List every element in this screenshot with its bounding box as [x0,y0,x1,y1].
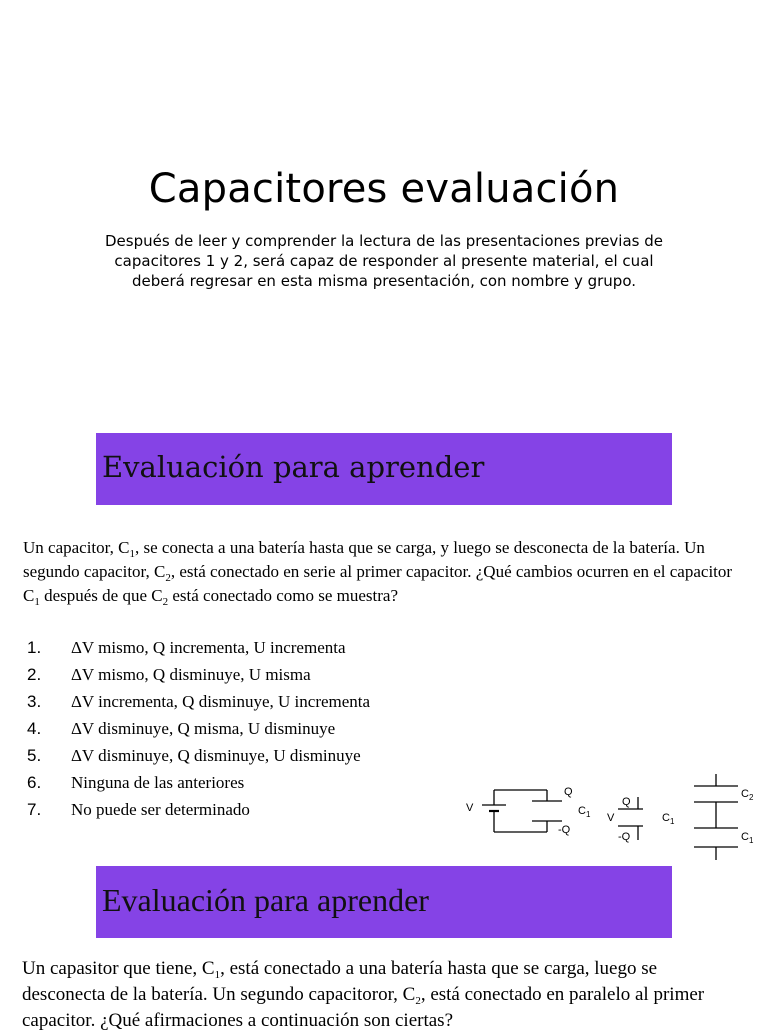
voltage-label-1: V [466,802,474,814]
option-2: 2. ΔV mismo, Q disminuye, U misma [27,664,311,684]
option-3: 3. ΔV incrementa, Q disminuye, U incrementa [27,691,371,711]
voltage-label-2: V [607,812,615,824]
answer-options [27,634,370,823]
capacitor-label-c2: $C_2$ [741,788,754,802]
section-banner-1 [96,433,672,505]
banner-title-1: Evaluación para aprender [102,450,485,484]
charge-label-2: Q [622,796,631,808]
battery-capacitor-circuit [482,790,562,832]
option-5: 5. ΔV disminuye, Q disminuye, U disminuye [27,745,361,765]
option-7: 7. No puede ser determinado [27,799,250,819]
neg-charge-label-1: -Q [558,824,571,836]
charge-label-1: Q [564,786,573,798]
circuit-diagram [460,770,760,865]
page-title: Capacitores evaluación [148,166,620,212]
banner-title-2: Evaluación para aprender [102,882,429,918]
option-4: 4. ΔV disminuye, Q misma, U disminuye [27,718,336,738]
option-6: 6. Ninguna de las anteriores [27,772,245,792]
section-banner-2 [96,866,672,938]
question-1: Un capacitor, $C_1$, se conecta a una batería hasta que se carga, y luego se desconecta de la batería. Un segundo capacitor, $C_2$, está conectado en serie al primer capacitor. ¿Qué cambios ocurren en el capacitor $C_1$ después de que $C_2$ está conectado como se muestra? [23,538,733,608]
capacitor-label-c1: $C_1$ [741,831,754,845]
intro-text: Después de leer y comprender la lectura de las presentaciones previas de capacitores 1 y 2, será capaz de responder al presente material, el cual deberá regresar en esta misma presentación, con nombre y grupo. [105,232,663,290]
capacitor-label-2: $C_1$ [662,812,675,826]
capacitor-label-1: $C_1$ [578,805,591,819]
neg-charge-label-2: -Q [618,831,631,843]
question-2: Un capasitor que tiene, $C_1$, está conectado a una batería hasta que se carga, luego se desconecta de la batería. Un segundo capacitoror, $C_2$, está conectado en paralelo al primer capacitor. ¿Qué afirmaciones a continuación son ciertas? [22,958,705,1031]
series-capacitors [694,774,738,860]
option-1: 1. ΔV mismo, Q incrementa, U incrementa [27,637,346,657]
